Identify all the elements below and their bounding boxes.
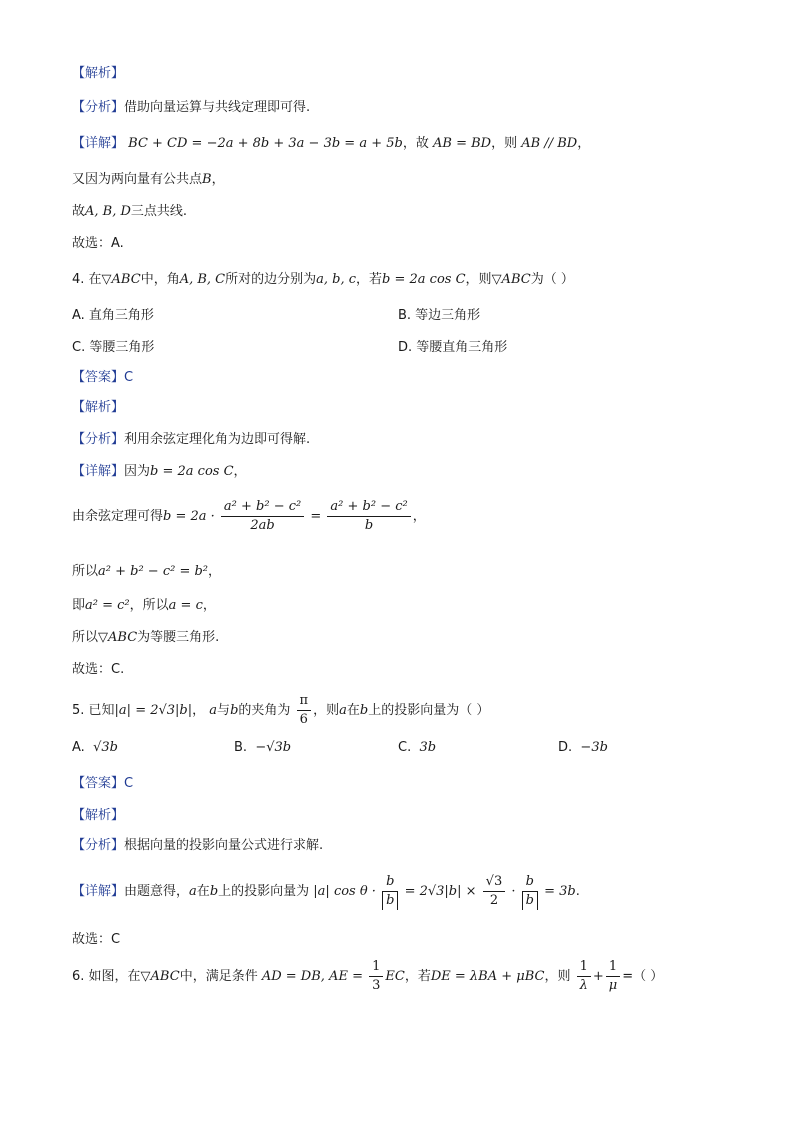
fraction-1-denominator: 2ab (250, 518, 275, 533)
q4-num: 4. 在 (72, 272, 102, 287)
fraction-1 (221, 498, 304, 535)
option-value: −√3b (255, 740, 292, 755)
q5-answer: 故选：C (72, 932, 121, 947)
q5-option-a (72, 738, 118, 758)
vector-a-2: a (339, 703, 347, 718)
q5-text-g: 上的投影向量为（ ） (368, 703, 490, 718)
q5-option-d (558, 738, 608, 758)
q5-option-c (398, 738, 436, 758)
q4-so-line-1 (72, 562, 221, 582)
q4-option-b: B. 等边三角形 (398, 308, 481, 323)
question-4-stem (72, 270, 574, 290)
option-value: √3b (93, 740, 118, 755)
cos-fraction (483, 873, 506, 910)
projection-formula-1: |a| cos θ · (313, 884, 376, 899)
collinear-prefix: 故 (72, 204, 86, 219)
fraction-2 (327, 498, 410, 535)
fraction-2-numerator: a² + b² − c² (327, 498, 410, 517)
ji-formula: a² = c² (85, 598, 130, 613)
q4-triangle-3: ▽ABC (98, 630, 138, 645)
q4-angles: A, B, C (179, 272, 226, 287)
detail-then: ，则 (491, 136, 518, 151)
q4-triangle-2: ▽ABC (491, 272, 531, 287)
q5-num: 5. 已知 (72, 703, 115, 718)
detail-condition: b = 2a cos C (150, 464, 234, 479)
q6-num: 6. 如图，在 (72, 969, 141, 984)
q4-triangle: ▽ABC (101, 272, 141, 287)
detail-text-a: 由题意得， (124, 884, 190, 899)
detail-end: ， (577, 136, 591, 151)
q4-ji-line (72, 596, 216, 616)
angle-denominator: 6 (299, 712, 308, 727)
q6-text-d: ，则 (544, 969, 571, 984)
reciprocal-numerator: 1 (606, 958, 620, 977)
projection-result: = 3b (544, 884, 576, 899)
unit-numerator: b (522, 873, 538, 892)
detail-formula-2: AB = BD (433, 136, 492, 151)
q5-option-b (234, 738, 291, 758)
comma: ， (208, 564, 222, 579)
analysis-text: 根据向量的投影向量公式进行求解. (124, 838, 324, 853)
so-prefix: 所以 (72, 630, 99, 645)
collinear-text: 三点共线. (130, 204, 188, 219)
ji-formula-2: a = c (168, 598, 203, 613)
q4-sides: a, b, c (316, 272, 357, 287)
cos-numerator: √3 (483, 873, 506, 892)
q4-analysis (72, 430, 310, 450)
q4-answer: 故选：C. (72, 662, 125, 677)
fraction-2-denominator: b (364, 518, 374, 533)
q5-text-c: 与 (217, 703, 231, 718)
q5-jiexi-heading: 【解析】 (72, 808, 125, 823)
q4-text-b: 中，角 (140, 272, 180, 287)
detail-mid: ，故 (402, 136, 429, 151)
option-label: B. (234, 740, 248, 755)
analysis-tag: 【分析】 (72, 838, 125, 853)
q5-analysis (72, 836, 323, 856)
analysis-text: 借助向量运算与共线定理即可得. (124, 100, 311, 115)
q5-text-e: ，则 (313, 703, 340, 718)
angle-fraction (297, 692, 312, 729)
common-point-line (72, 170, 225, 190)
reciprocal-numerator: 1 (577, 958, 591, 977)
q5-detail (72, 872, 580, 912)
common-point-text: 又因为两向量有公共点 (72, 172, 203, 187)
detail-formula-1: BC + CD = −2a + 8b + 3a − 3b = a + 5b (128, 136, 403, 151)
vector-b-2: b (359, 703, 369, 718)
q4-text-f: 为（ ） (530, 272, 574, 287)
point-b: B (202, 172, 212, 187)
ji-text: ，所以 (129, 598, 169, 613)
option-value: 3b (419, 740, 437, 755)
option-label: D. (558, 740, 573, 755)
jiexi-heading-q3: 【解析】 (72, 66, 125, 81)
plus-sign: + (592, 969, 604, 984)
projection-formula-2: = 2√3|b| × (404, 884, 477, 899)
so-conclusion: 为等腰三角形. (137, 630, 220, 645)
q4-condition: b = 2a cos C (382, 272, 466, 287)
option-label: C. (398, 740, 412, 755)
option-label: A. (72, 740, 85, 755)
analysis-tag: 【分析】 (72, 432, 125, 447)
q6-condition-3: DE = λBA + μBC (430, 969, 545, 984)
dot-operator: · (511, 884, 516, 899)
detail-text-b: 在 (196, 884, 210, 899)
q6-fraction-denominator: 3 (372, 978, 381, 993)
collinear-line (72, 202, 187, 222)
so-formula: a² + b² − c² = b² (98, 564, 209, 579)
q6-condition-2: EC (385, 969, 405, 984)
answer-q3: 故选：A. (72, 236, 124, 251)
reciprocal-mu (606, 958, 620, 995)
q5-condition: |a| = 2√3|b| (114, 703, 193, 718)
comma: ， (211, 172, 225, 187)
ji-prefix: 即 (72, 598, 86, 613)
q4-text-d: ，若 (356, 272, 383, 287)
option-value: −3b (580, 740, 608, 755)
q6-fraction-numerator: 1 (369, 958, 383, 977)
q4-so-line-2 (72, 628, 219, 648)
q4-option-d: D. 等腰直角三角形 (398, 340, 508, 355)
unit-numerator: b (382, 873, 398, 892)
unit-denominator: b (522, 892, 538, 910)
points-abd: A, B, D (85, 204, 131, 219)
analysis-tag: 【分析】 (72, 100, 125, 115)
q6-fraction (369, 958, 383, 995)
q5-text-f: 在 (346, 703, 360, 718)
q4-answer-tag: 【答案】C (72, 370, 134, 385)
q6-triangle: ▽ABC (140, 969, 180, 984)
equals-sign: = (310, 509, 322, 524)
unit-vector-fraction (382, 873, 398, 910)
vector-a: a (209, 703, 218, 718)
unit-vector-fraction-2 (522, 873, 538, 910)
period: . (575, 884, 580, 899)
q4-option-a: A. 直角三角形 (72, 308, 154, 323)
analysis-q3 (72, 98, 310, 118)
detail-tag: 【详解】 (72, 464, 125, 479)
comma: ， (192, 703, 206, 718)
q5-answer-tag: 【答案】C (72, 776, 134, 791)
cosine-lhs: b = 2a · (163, 509, 215, 524)
q6-text-c: ，若 (404, 969, 431, 984)
detail-tag: 【详解】 (72, 884, 125, 899)
cosine-law-text: 由余弦定理可得 (72, 509, 164, 524)
q6-condition-1: AD = DB, AE = (261, 969, 363, 984)
question-5-stem (72, 692, 489, 729)
angle-numerator: π (297, 692, 312, 711)
q6-text-e: =（ ） (622, 969, 664, 984)
q5-text-d: 的夹角为 (238, 703, 291, 718)
q4-text-e: ，则 (465, 272, 492, 287)
vector-b: b (209, 884, 219, 899)
detail-formula-3: AB // BD (521, 136, 578, 151)
q4-jiexi-heading: 【解析】 (72, 400, 125, 415)
q6-text-b: 中，满足条件 (179, 969, 258, 984)
detail-q3 (72, 134, 590, 154)
vector-b: b (230, 703, 239, 718)
vector-a: a (189, 884, 197, 899)
q4-text-c: 所对的边分别为 (225, 272, 317, 287)
unit-denominator: b (382, 892, 398, 910)
comma: ， (233, 464, 247, 479)
comma: ， (202, 598, 216, 613)
comma: ， (412, 509, 426, 524)
lambda: λ (579, 978, 588, 993)
analysis-text: 利用余弦定理化角为边即可得解. (124, 432, 311, 447)
reciprocal-lambda (577, 958, 591, 995)
detail-text: 因为 (124, 464, 151, 479)
cos-denominator: 2 (489, 893, 499, 908)
so-prefix: 所以 (72, 564, 99, 579)
q4-option-c: C. 等腰三角形 (72, 340, 155, 355)
q4-detail (72, 462, 247, 482)
question-6-stem (72, 958, 663, 996)
detail-text-c: 上的投影向量为 (218, 884, 310, 899)
q4-cosine-law-line (72, 498, 426, 536)
mu: μ (608, 978, 618, 993)
detail-tag: 【详解】 (72, 136, 125, 151)
fraction-1-numerator: a² + b² − c² (221, 498, 304, 517)
